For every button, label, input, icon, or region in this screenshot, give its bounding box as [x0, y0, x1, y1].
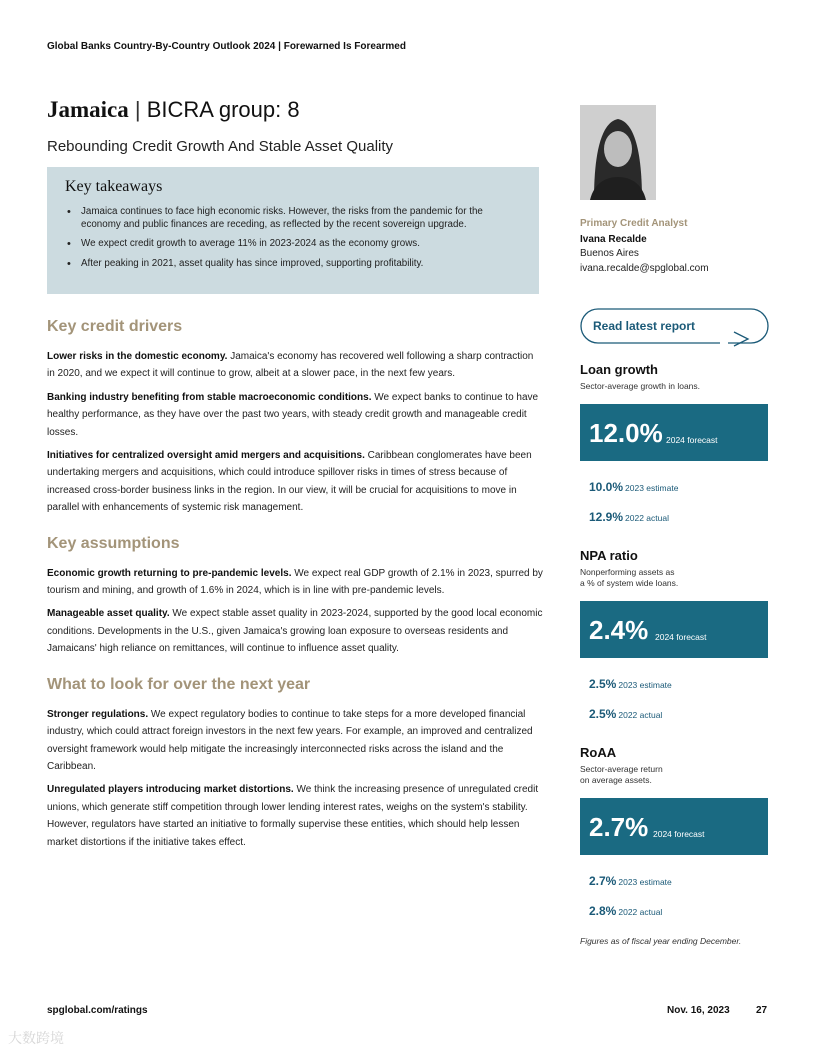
actual-value: 12.9%	[589, 510, 624, 524]
paragraph-lead: Initiatives for centralized oversight amid mergers and acquisitions.	[47, 450, 365, 462]
forecast-label: 2024 forecast	[653, 829, 705, 839]
actual-row	[589, 707, 662, 721]
analyst-name: Ivana Recalde	[580, 234, 647, 245]
analyst-role-label: Primary Credit Analyst	[580, 218, 688, 229]
estimate-row	[589, 677, 672, 691]
estimate-value: 10.0%	[589, 480, 624, 494]
actual-row	[589, 904, 662, 918]
key-takeaways-box	[47, 167, 539, 294]
paragraph-text: We expect banks to continue to have healthy performance, as they have over the past two years, with steady credit growth and manageable credit losses.	[47, 391, 539, 438]
analyst-photo	[580, 105, 656, 200]
estimate-value: 2.7%	[589, 874, 617, 888]
takeaways-heading: Key takeaways	[65, 178, 163, 195]
metric-title: NPA ratio	[580, 548, 638, 563]
forecast-value: 12.0%	[589, 418, 663, 448]
actual-value: 2.5%	[589, 707, 617, 721]
takeaway-item: • After peaking in 2021, asset quality has since improved, supporting profitability.	[81, 258, 523, 271]
takeaway-item: • Jamaica continues to face high economic risks. However, the risks from the pandemic for the economy and public finances are receding, as reflected by the recent sovereign upgrade.	[81, 206, 523, 231]
paragraph-text: We expect real GDP growth of 2.1% in 2023, spurred by tourism and mining, and growth of 1.6% in 2024, which is in line with pre-pandemic levels.	[47, 567, 543, 597]
section-title-credit-drivers: Key credit drivers	[47, 318, 183, 335]
paragraph	[47, 605, 543, 657]
paragraph-lead: Economic growth returning to pre-pandemic levels.	[47, 567, 292, 579]
paragraph-lead: Banking industry benefiting from stable macroeconomic conditions.	[47, 391, 372, 403]
description-line: on average assets.	[580, 775, 652, 785]
metric-npa-ratio	[580, 548, 768, 721]
figures-note: Figures as of fiscal year ending December.	[580, 936, 742, 946]
actual-value: 2.8%	[589, 904, 617, 918]
paragraph	[47, 781, 543, 851]
metric-forecast-box	[580, 404, 768, 461]
takeaways-list	[65, 206, 523, 270]
takeaway-item: • We expect credit growth to average 11% in 2023-2024 as the economy grows.	[81, 238, 523, 251]
paragraph-text: We think the increasing presence of unregulated credit unions, which generate stiff competition through lower lending interest rates, weighs on the system's stability. However, regulators have started an initiative to formally supervise these entities, which should help lessen market distortions if the initiative takes effect.	[47, 784, 539, 848]
footer-site-link[interactable]: spglobal.com/ratings	[47, 1005, 148, 1016]
estimate-row	[589, 480, 678, 494]
paragraph-text: We expect stable asset quality in 2023-2024, supported by the good local economic conditions. Developments in the U.S., given Jamaica's growing loan exposure to overseas residents and Jamaicans' high reliance on remittances, will continue to influence asset quality.	[47, 608, 543, 655]
metric-roaa	[580, 745, 768, 918]
section-title-what-to-look-for: What to look for over the next year	[47, 675, 311, 693]
forecast-value: 2.7%	[589, 812, 649, 842]
estimate-label: 2023 estimate	[618, 680, 672, 690]
estimate-value: 2.5%	[589, 677, 617, 691]
bicra-group: BICRA group: 8	[146, 97, 300, 122]
page-title	[47, 97, 300, 123]
read-latest-report-button[interactable]	[580, 308, 769, 344]
paragraph	[47, 389, 543, 441]
metric-description: Sector-average growth in loans.	[580, 381, 701, 391]
estimate-row	[589, 874, 672, 888]
analyst-sidebar	[580, 105, 768, 275]
estimate-label: 2023 estimate	[618, 877, 672, 887]
report-button-label: Read latest report	[593, 319, 696, 333]
metric-forecast-box	[580, 601, 768, 658]
country-name: Jamaica	[47, 97, 129, 122]
description-line: Sector-average return	[580, 764, 663, 774]
watermark: 大数跨境	[8, 1030, 64, 1046]
estimate-label: 2023 estimate	[625, 483, 679, 493]
footer-date: Nov. 16, 2023	[667, 1005, 730, 1016]
paragraph	[47, 447, 543, 517]
page-subtitle: Rebounding Credit Growth And Stable Asset Quality	[47, 138, 394, 155]
paragraph-lead: Lower risks in the domestic economy.	[47, 351, 228, 362]
metric-forecast-box	[580, 798, 768, 855]
paragraph-lead: Stronger regulations.	[47, 708, 149, 720]
paragraph-text: We expect regulatory bodies to continue to take steps for a more developed financial industry, which could attract foreign investors in the next few years. For example, an improved and centralized oversight framework would help mitigate the increasingly interconnected risks across the island and the Caribbean.	[47, 708, 533, 772]
title-separator: |	[128, 97, 147, 122]
metric-description	[580, 764, 768, 786]
forecast-label: 2024 forecast	[666, 435, 718, 445]
actual-label: 2022 actual	[618, 907, 663, 917]
forecast-label: 2024 forecast	[655, 632, 707, 642]
metric-loan-growth	[580, 362, 768, 524]
forecast-value: 2.4%	[589, 615, 649, 645]
description-line: a % of system wide loans.	[580, 578, 679, 588]
paragraph-text: Caribbean conglomerates have been undertaking mergers and acquisitions, which could introduce spillover risks in times of stress because of increased cross-border business links in the region. In our view, it will be crucial for acquisitions to move in parallel with enhancements of systemic risk management.	[47, 450, 532, 514]
paragraph-lead: Unregulated players introducing market distortions.	[47, 784, 294, 796]
analyst-portrait-icon	[580, 105, 656, 200]
metric-title: RoAA	[580, 745, 617, 760]
analyst-city: Buenos Aires	[580, 248, 639, 259]
paragraph-text: Jamaica's economy has recovered well following a sharp contraction in 2020, and we expect it will continue to grow, albeit at a slower pace, in the next few years.	[47, 351, 534, 380]
running-header: Global Banks Country-By-Country Outlook 2024 | Forewarned Is Forearmed	[47, 41, 406, 52]
main-content	[47, 318, 543, 857]
actual-row	[589, 510, 669, 524]
description-line: Nonperforming assets as	[580, 567, 675, 577]
metric-description	[580, 567, 768, 589]
metric-title: Loan growth	[580, 362, 658, 377]
analyst-email-link[interactable]: ivana.recalde@spglobal.com	[580, 263, 709, 274]
paragraph	[47, 565, 543, 600]
section-title-key-assumptions: Key assumptions	[47, 534, 180, 552]
paragraph-lead: Manageable asset quality.	[47, 608, 170, 620]
paragraph	[47, 706, 543, 776]
paragraph	[47, 348, 543, 383]
actual-label: 2022 actual	[625, 513, 669, 523]
actual-label: 2022 actual	[618, 710, 663, 720]
page-number: 27	[756, 1005, 768, 1016]
